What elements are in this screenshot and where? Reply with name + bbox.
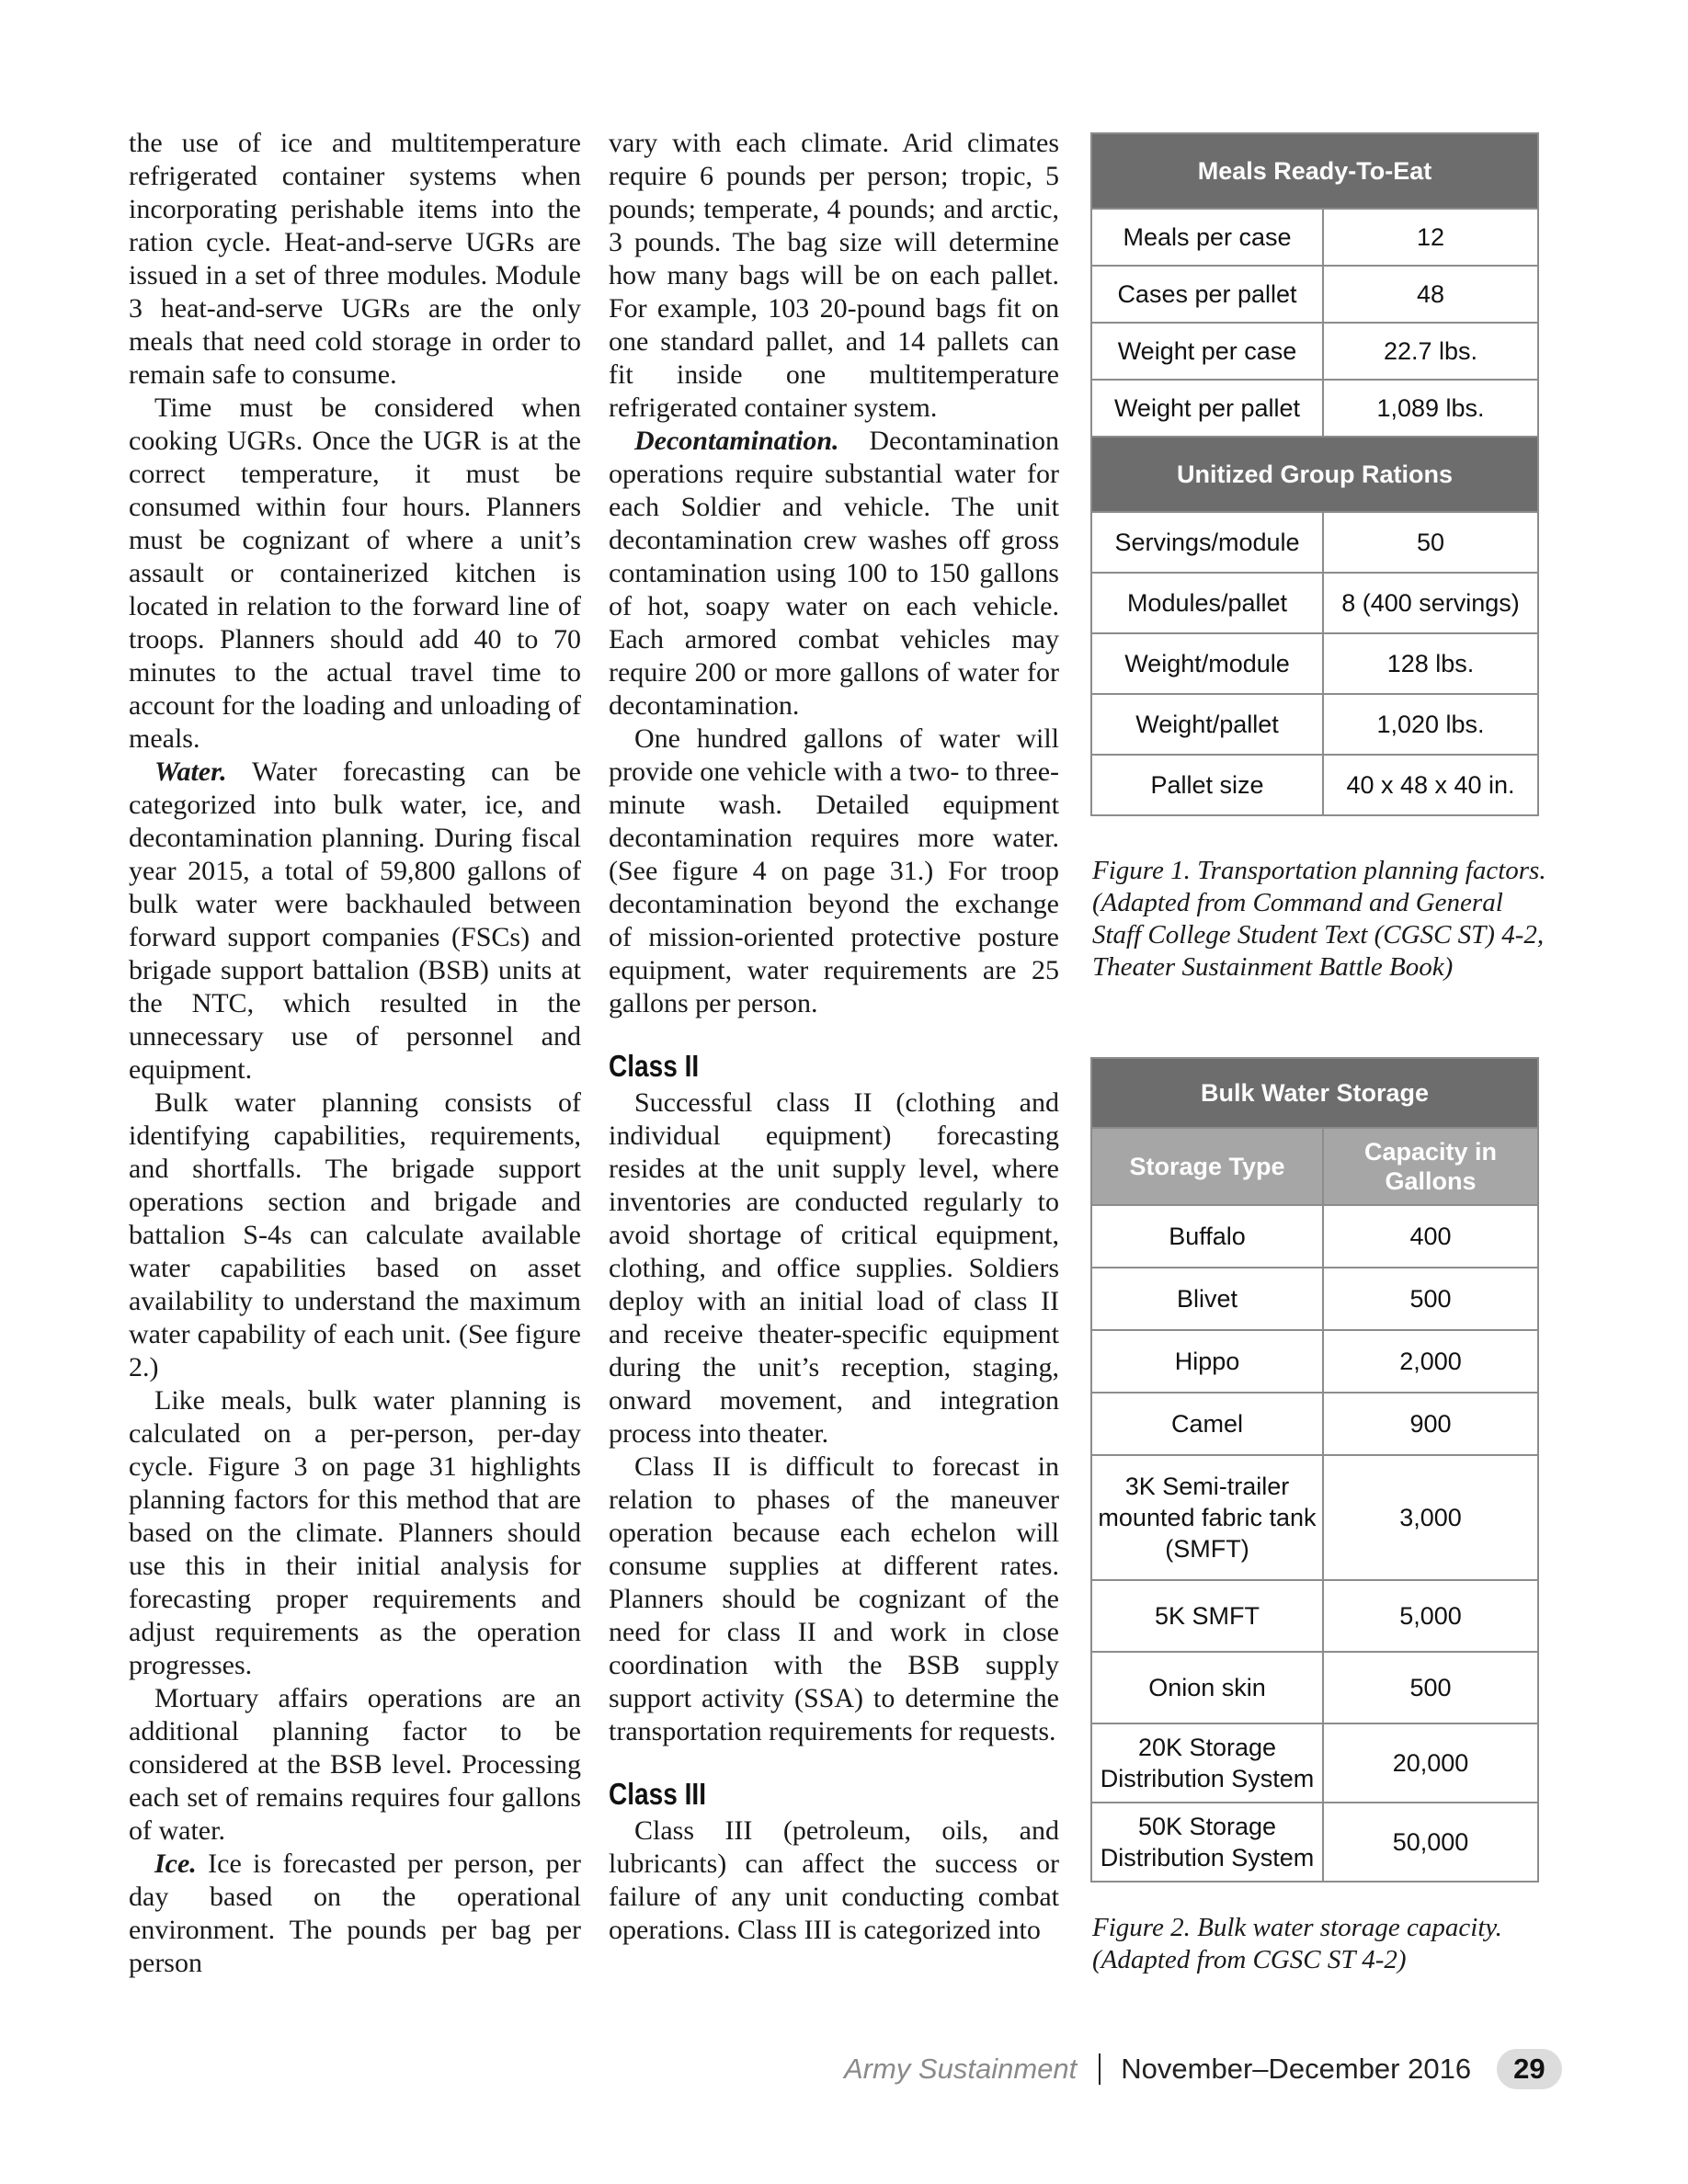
row-label: Weight/pallet [1091,694,1323,755]
storage-type: Hippo [1091,1330,1323,1393]
paragraph [129,756,581,1086]
capacity: 2,000 [1323,1330,1538,1393]
table-row [1091,633,1538,694]
capacity: 500 [1323,1652,1538,1723]
capacity: 20,000 [1323,1723,1538,1803]
table-row [1091,755,1538,815]
section-heading-class-ii: Class II [609,1049,700,1083]
table-row [1091,323,1538,380]
row-label: Servings/module [1091,512,1323,573]
row-value: 128 lbs. [1323,633,1538,694]
transportation-planning-table [1090,132,1539,816]
table-header-row [1091,437,1538,512]
storage-type: Buffalo [1091,1205,1323,1268]
issue-date: November–December 2016 [1121,2053,1472,2085]
table-row [1091,266,1538,323]
row-label: Weight per case [1091,323,1323,380]
paragraph: vary with each climate. Arid climates require 6 pounds per person; tropic, 5 pounds; temperate, 4 pounds; and arctic, 3 pounds. The bag size will determine how many bags will be on each pallet. For example, 103 20-pound bags fit on one standard pallet, and 14 pallets can fit inside one multitemperature refrigerated container system. [609,128,1059,423]
row-label: Pallet size [1091,755,1323,815]
magazine-title: Army Sustainment [844,2053,1078,2085]
row-value: 22.7 lbs. [1323,323,1538,380]
paragraph-text: Decontamination operations require substantial water for each Soldier and vehicle. The unit decontamination crew washes off gross contamination using 100 to 150 gallons of hot, soapy water on each vehicle. Each armored combat vehicles may require 200 or more gallons of water for decontamination. [609,426,1059,721]
column-header-capacity: Capacity in Gallons [1323,1128,1538,1205]
row-label: Modules/pallet [1091,573,1323,633]
paragraph: Time must be considered when cooking UGRs. Once the UGR is at the correct temperature, it must be consumed within four hours. Planners must be cognizant of where a unit’s assault or containerized kitchen is located in relation to the forward line of troops. Planners should add 40 to 70 minutes to the actual travel time to account for the loading and unloading of meals. [129,392,581,754]
capacity: 500 [1323,1268,1538,1330]
storage-type: 3K Semi-trailer mounted fabric tank (SMFT) [1091,1455,1323,1580]
capacity: 400 [1323,1205,1538,1268]
table-row [1091,694,1538,755]
figure-2-caption: Figure 2. Bulk water storage capacity. (Adapted from CGSC ST 4-2) [1092,1913,1502,1974]
storage-type: Blivet [1091,1268,1323,1330]
table-row [1091,209,1538,266]
table-row [1091,1330,1538,1393]
table-row [1091,512,1538,573]
row-label: Weight per pallet [1091,380,1323,437]
paragraph: the use of ice and multitemperature refrigerated container systems when incorporating perishable items into the ration cycle. Heat-and-serve UGRs are issued in a set of three modules. Module 3 heat-and-serve UGRs are the only meals that need cold storage in order to remain safe to consume. [129,128,581,390]
column-header-storage-type: Storage Type [1091,1128,1323,1205]
page-number: 29 [1497,2049,1561,2089]
run-in-heading-ice: Ice. [154,1848,197,1879]
storage-type: Camel [1091,1393,1323,1455]
capacity: 5,000 [1323,1580,1538,1652]
figure-1-caption: Figure 1. Transportation planning factors. (Adapted from Command and General Staff College Student Text (CGSC ST) 4-2, Theater Sustainment Battle Book) [1092,856,1546,982]
storage-type: 20K Storage Distribution System [1091,1723,1323,1803]
table-header-row [1091,133,1538,209]
storage-type: Onion skin [1091,1652,1323,1723]
paragraph-text: Ice is forecasted per person, per day based on the operational environment. The pounds per bag per person [129,1848,581,1978]
text-column-1 [129,127,581,1980]
paragraph: Like meals, bulk water planning is calculated on a per-person, per-day cycle. Figure 3 on page 31 highlights planning factors for this method that are based on the climate. Planners should use this in their initial analysis for forecasting proper requirements and adjust requirements as the operation progresses. [129,1385,581,1680]
run-in-heading-decontamination: Decontamination. [634,426,839,456]
paragraph: Bulk water planning consists of identifying capabilities, requirements, and shortfalls. The brigade support operations section and brigade and battalion S-4s can calculate available water capabilities based on asset availability to understand the maximum water capability of each unit. (See figure 2.) [129,1087,581,1382]
footer-divider [1099,2053,1101,2085]
row-label: Meals per case [1091,209,1323,266]
paragraph-text: Water forecasting can be categorized into bulk water, ice, and decontamination planning. During fiscal year 2015, a total of 59,800 gallons of bulk water were backhauled between forward support companies (FSCs) and brigade support battalion (BSB) units at the NTC, which resulted in the unnecessary use of personnel and equipment. [129,756,581,1085]
capacity: 50,000 [1323,1803,1538,1882]
row-value: 40 x 48 x 40 in. [1323,755,1538,815]
paragraph: One hundred gallons of water will provide one vehicle with a two- to three-minute wash. Detailed equipment decontamination requires more water. (See figure 4 on page 31.) For troop decontamination beyond the exchange of mission-oriented protective posture equipment, water requirements are 25 gallons per person. [609,723,1059,1018]
table-row [1091,1205,1538,1268]
table-row [1091,380,1538,437]
row-value: 48 [1323,266,1538,323]
section-heading-class-iii: Class III [609,1777,707,1811]
paragraph: Mortuary affairs operations are an additional planning factor to be considered at the BSB level. Processing each set of remains requires four gallons of water. [129,1683,581,1846]
row-value: 8 (400 servings) [1323,573,1538,633]
table-header-row [1091,1058,1538,1128]
row-value: 50 [1323,512,1538,573]
row-label: Cases per pallet [1091,266,1323,323]
bulk-water-title: Bulk Water Storage [1091,1058,1538,1128]
capacity: 900 [1323,1393,1538,1455]
table-column-header-row [1091,1128,1538,1205]
table-row [1091,1268,1538,1330]
run-in-heading-water: Water. [154,756,227,787]
storage-type: 50K Storage Distribution System [1091,1803,1323,1882]
table-row [1091,573,1538,633]
table-row [1091,1803,1538,1882]
table-row [1091,1723,1538,1803]
table-row [1091,1580,1538,1652]
capacity: 3,000 [1323,1455,1538,1580]
row-label: Weight/module [1091,633,1323,694]
paragraph: Class II is difficult to forecast in relation to phases of the maneuver operation because each echelon will consume supplies at different rates. Planners should be cognizant of the need for class II and work in close coordination with the BSB supply support activity (SSA) to determine the transportation requirements for requests. [609,1451,1059,1746]
table-row [1091,1652,1538,1723]
paragraph: Successful class II (clothing and individual equipment) forecasting resides at the unit supply level, where inventories are conducted regularly to avoid shortage of critical equipment, clothing, and office supplies. Soldiers deploy with an initial load of class II and receive theater-specific equipment during the unit’s reception, staging, onward movement, and integration process into theater. [609,1087,1059,1449]
paragraph: Class III (petroleum, oils, and lubricants) can affect the success or failure of any unit conducting combat operations. Class III is categorized into [609,1815,1059,1945]
row-value: 12 [1323,209,1538,266]
table-row [1091,1455,1538,1580]
page-footer [844,2048,1562,2090]
text-column-2 [609,127,1059,1947]
storage-type: 5K SMFT [1091,1580,1323,1652]
ugr-title: Unitized Group Rations [1091,437,1538,512]
bulk-water-storage-table [1090,1057,1539,1883]
row-value: 1,020 lbs. [1323,694,1538,755]
row-value: 1,089 lbs. [1323,380,1538,437]
mre-title: Meals Ready-To-Eat [1091,133,1538,209]
paragraph [609,425,1059,722]
table-row [1091,1393,1538,1455]
paragraph [129,1848,581,1980]
